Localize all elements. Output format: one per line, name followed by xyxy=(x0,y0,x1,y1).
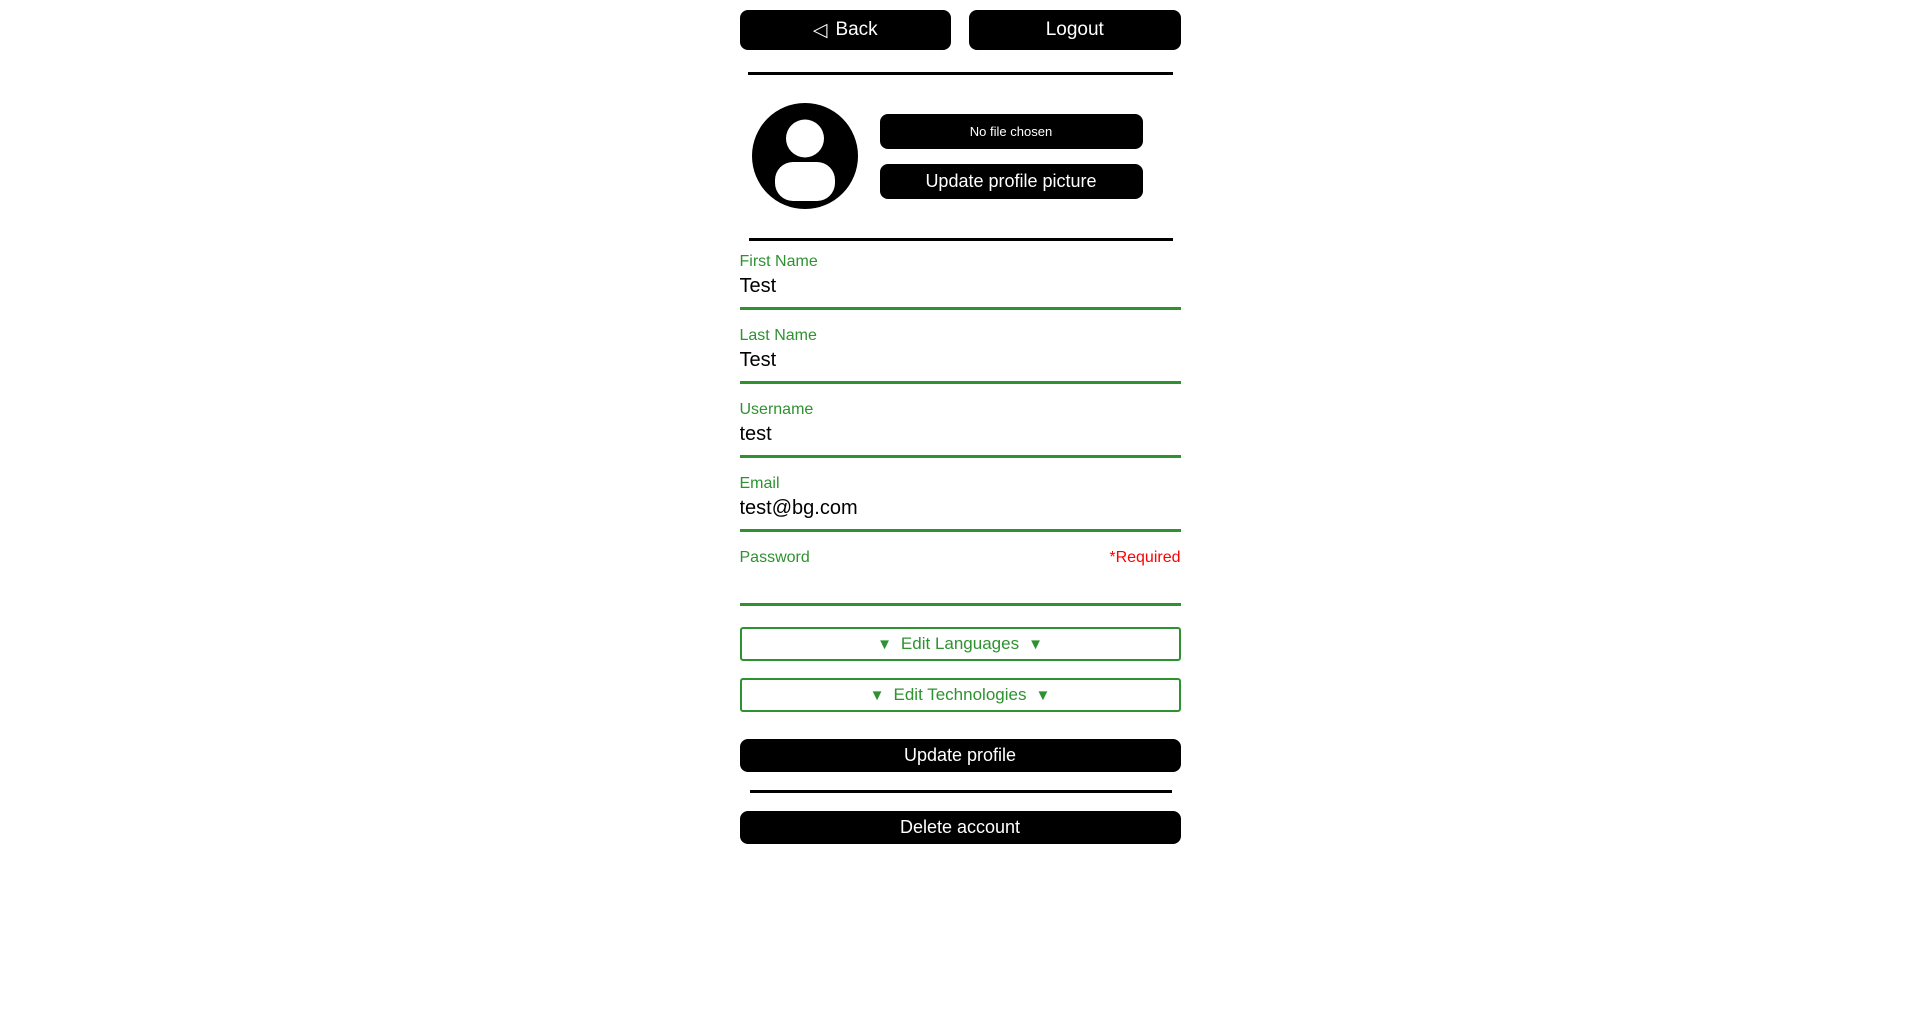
username-label: Username xyxy=(739,401,814,418)
update-profile-picture-button[interactable] xyxy=(880,164,1143,199)
edit-technologies-button[interactable] xyxy=(740,678,1181,712)
logout-button[interactable] xyxy=(969,10,1181,50)
profile-page xyxy=(740,0,1181,844)
person-circle-icon xyxy=(752,103,858,209)
field-email xyxy=(740,474,1181,532)
chevron-down-icon: ▼ xyxy=(877,635,892,653)
chevron-down-icon: ▼ xyxy=(869,686,885,704)
field-username xyxy=(740,400,1181,458)
edit-technologies-label: Edit Technologies xyxy=(893,685,1027,704)
field-password xyxy=(740,548,1181,606)
back-button-label: Back xyxy=(835,19,878,40)
chevron-down-icon: ▼ xyxy=(1028,635,1043,653)
password-input[interactable] xyxy=(740,567,1181,606)
picture-buttons xyxy=(880,114,1143,199)
update-profile-label: Update profile xyxy=(903,745,1017,765)
first-name-label: First Name xyxy=(739,253,818,270)
section-divider xyxy=(749,238,1173,241)
last-name-input[interactable] xyxy=(740,345,1181,384)
field-first-name xyxy=(740,252,1181,310)
required-note: *Required xyxy=(1109,549,1181,566)
last-name-label: Last Name xyxy=(739,327,817,344)
back-button[interactable] xyxy=(740,10,952,50)
delete-account-button[interactable] xyxy=(740,811,1181,844)
password-label: Password xyxy=(739,549,810,566)
file-input-button[interactable] xyxy=(880,114,1143,149)
email-input[interactable] xyxy=(740,493,1181,532)
edit-languages-button[interactable] xyxy=(740,627,1181,661)
first-name-input[interactable] xyxy=(740,271,1181,310)
delete-account-label: Delete account xyxy=(899,817,1021,837)
edit-languages-label: Edit Languages xyxy=(900,634,1020,653)
username-input[interactable] xyxy=(740,419,1181,458)
back-arrow-icon: ◁ xyxy=(812,19,828,41)
logout-button-label: Logout xyxy=(1045,19,1104,40)
profile-form xyxy=(740,252,1181,772)
top-button-row xyxy=(740,10,1181,50)
chevron-down-icon: ▼ xyxy=(1035,686,1051,704)
field-last-name xyxy=(740,326,1181,384)
profile-picture-section xyxy=(740,103,1181,209)
update-profile-button[interactable] xyxy=(740,739,1181,772)
top-divider xyxy=(748,72,1173,75)
file-input-label: No file chosen xyxy=(969,123,1053,139)
password-label-row xyxy=(740,548,1181,567)
update-profile-picture-label: Update profile picture xyxy=(925,170,1097,191)
danger-divider xyxy=(750,790,1172,793)
email-label: Email xyxy=(739,475,780,492)
